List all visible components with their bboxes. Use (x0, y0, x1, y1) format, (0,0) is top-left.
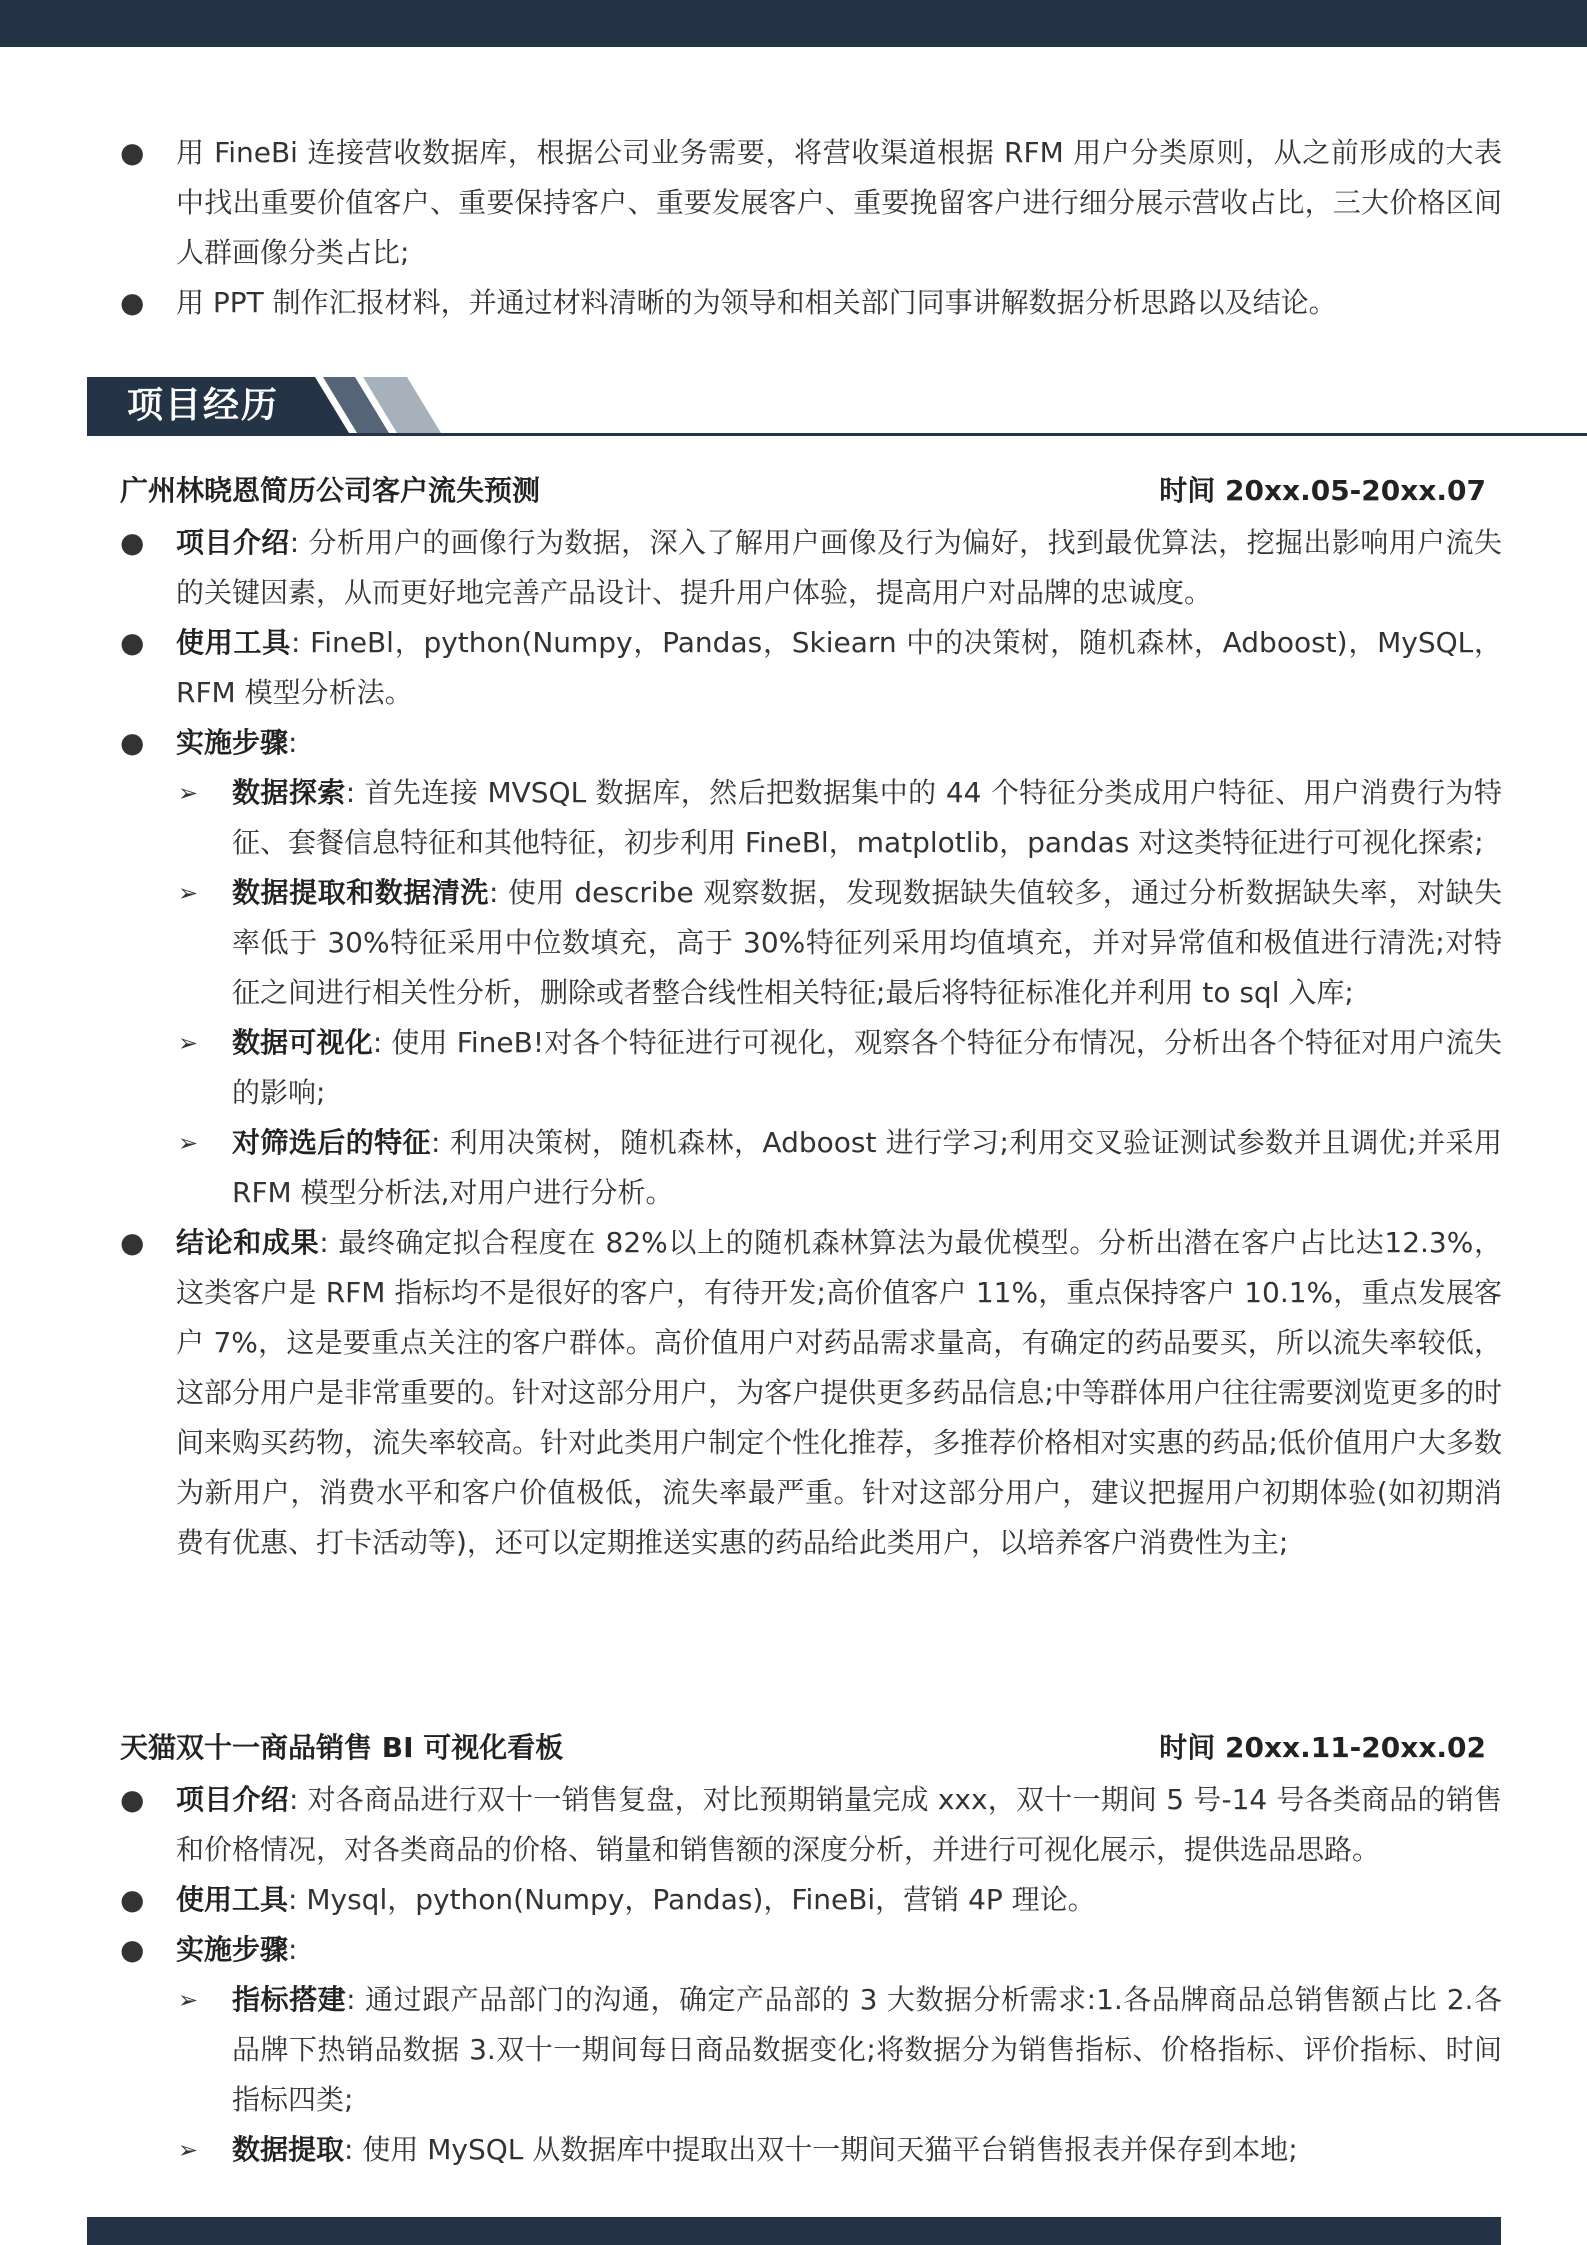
item-label: 实施步骤 (176, 1933, 289, 1966)
item-label: 数据提取 (232, 2133, 345, 2166)
item-label: 结论和成果 (176, 1226, 320, 1259)
section-underline (87, 433, 1587, 436)
arrow-icon: ➢ (178, 779, 199, 807)
bullet-icon: ● (120, 1883, 145, 1916)
bullet-icon: ● (120, 1226, 145, 1259)
bullet-icon: ● (120, 286, 145, 319)
sub-list-item (0, 1975, 1587, 2125)
list-item (0, 618, 1587, 718)
item-text: : 首先连接 MVSQL 数据库，然后把数据集中的 44 个特征分类成用户特征、用户消费行为特征、套餐信息特征和其他特征，初步利用 FineBl，matplotlib，pandas 对这类特征进行可视化探索; (232, 776, 1502, 859)
item-text: : 使用 describe 观察数据，发现数据缺失值较多，通过分析数据缺失率，对缺失率低于 30%特征采用中位数填充，高于 30%特征列采用均值填充，并对异常值和极值进行清洗;对特征之间进行相关性分析，删除或者整合线性相关特征;最后将特征标准化并利用 to sql 入库; (232, 876, 1502, 1009)
item-label: 数据提取和数据清洗 (232, 876, 489, 909)
item-text: : (288, 1933, 298, 1966)
bullet-icon: ● (120, 136, 145, 169)
sub-list-item (0, 2125, 1587, 2175)
arrow-icon: ➢ (178, 1986, 199, 2014)
bullet-icon: ● (120, 726, 145, 759)
list-item (0, 1925, 1587, 1975)
arrow-icon: ➢ (178, 1129, 199, 1157)
arrow-icon: ➢ (178, 2136, 199, 2164)
project-time: 时间 20xx.05-20xx.07 (1159, 474, 1486, 507)
list-item (0, 1775, 1587, 1875)
list-item (0, 128, 1587, 278)
bullet-icon: ● (120, 626, 145, 659)
bullet-icon: ● (120, 1933, 145, 1966)
item-text: : (288, 726, 298, 759)
arrow-icon: ➢ (178, 1029, 199, 1057)
item-text: : 最终确定拟合程度在 82%以上的随机森林算法为最优模型。分析出潜在客户占比达12.3%，这类客户是 RFM 指标均不是很好的客户，有待开发;高价值客户 11%，重点保持客户 10.1%，重点发展客户 7%，这是要重点关注的客户群体。高价值用户对药品需求量高，有确定的药品要买，所以流失率较低，这部分用户是非常重要的。针对这部分用户，为客户提供更多药品信息;中等群体用户往往需要浏览更多的时间来购买药物，流失率较高。针对此类用户制定个性化推荐，多推荐价格相对实惠的药品;低价值用户大多数为新用户，消费水平和客户价值极低，流失率最严重。针对这部分用户，建议把握用户初期体验(如初期消费有优惠、打卡活动等)，还可以定期推送实惠的药品给此类用户，以培养客户消费性为主; (176, 1226, 1502, 1559)
sub-list-item (0, 1018, 1587, 1118)
list-item (0, 1875, 1587, 1925)
list-item (0, 518, 1587, 618)
item-label: 项目介绍 (176, 1783, 289, 1816)
bullet-icon: ● (120, 1783, 145, 1816)
item-label: 数据探索 (232, 776, 346, 809)
item-label: 项目介绍 (176, 526, 290, 559)
intro-bullet-list (0, 128, 1587, 328)
arrow-icon: ➢ (178, 879, 199, 907)
section-title: 项目经历 (127, 385, 280, 426)
project-header (120, 471, 1486, 511)
bullet-text: 用 FineBi 连接营收数据库，根据公司业务需要，将营收渠道根据 RFM 用户分类原则，从之前形成的大表中找出重要价值客户、重要保持客户、重要发展客户、重要挽留客户进行细分展示营收占比，三大价格区间人群画像分类占比; (176, 136, 1502, 269)
item-text: : 对各商品进行双十一销售复盘，对比预期销量完成 xxx，双十一期间 5 号-14 号各类商品的销售和价格情况，对各类商品的价格、销量和销售额的深度分析，并进行可视化展示，提供选品思路。 (176, 1783, 1502, 1866)
item-text: : 使用 MySQL 从数据库中提取出双十一期间天猫平台销售报表并保存到本地; (344, 2133, 1298, 2166)
project-header (120, 1728, 1486, 1768)
footer-bar (87, 2217, 1501, 2245)
item-label: 指标搭建 (232, 1983, 347, 2016)
header-bar (0, 0, 1587, 47)
item-label: 数据可视化 (232, 1026, 373, 1059)
sub-list-item (0, 768, 1587, 868)
bullet-text: 用 PPT 制作汇报材料，并通过材料清晰的为领导和相关部门同事讲解数据分析思路以及结论。 (176, 286, 1337, 319)
project-name: 广州林晓恩简历公司客户流失预测 (120, 474, 541, 507)
item-text: : FineBl，python(Numpy，Pandas，Skiearn 中的决策树，随机森林，Adboost)，MySQL，RFM 模型分析法。 (176, 626, 1502, 709)
list-item (0, 718, 1587, 768)
sub-list-item (0, 868, 1587, 1018)
project-name: 天猫双十一商品销售 BI 可视化看板 (120, 1731, 564, 1764)
item-text: : 利用决策树，随机森林，Adboost 进行学习;利用交叉验证测试参数并且调优;并采用 RFM 模型分析法,对用户进行分析。 (232, 1126, 1502, 1209)
project-detail-list (0, 1775, 1587, 2175)
bullet-icon: ● (120, 526, 145, 559)
item-label: 对筛选后的特征 (232, 1126, 431, 1159)
item-label: 实施步骤 (176, 726, 289, 759)
sub-list-item (0, 1118, 1587, 1218)
item-text: : 通过跟产品部门的沟通，确定产品部的 3 大数据分析需求:1.各品牌商品总销售额占比 2.各品牌下热销品数据 3.双十一期间每日商品数据变化;将数据分为销售指标、价格指标、评价指标、时间指标四类; (232, 1983, 1502, 2116)
list-item (0, 278, 1587, 328)
item-text: : 使用 FineB!对各个特征进行可视化，观察各个特征分布情况，分析出各个特征对用户流失的影响; (232, 1026, 1502, 1109)
item-text: : Mysql，python(Numpy，Pandas)，FineBi，营销 4P 理论。 (288, 1883, 1096, 1916)
list-item (0, 1218, 1587, 1568)
project-time: 时间 20xx.11-20xx.02 (1159, 1731, 1486, 1764)
project-detail-list (0, 518, 1587, 1568)
section-header (87, 377, 1587, 437)
item-label: 使用工具 (176, 1883, 289, 1916)
item-text: : 分析用户的画像行为数据，深入了解用户画像及行为偏好，找到最优算法，挖掘出影响用户流失的关键因素，从而更好地完善产品设计、提升用户体验，提高用户对品牌的忠诚度。 (176, 526, 1502, 609)
item-label: 使用工具 (176, 626, 292, 659)
